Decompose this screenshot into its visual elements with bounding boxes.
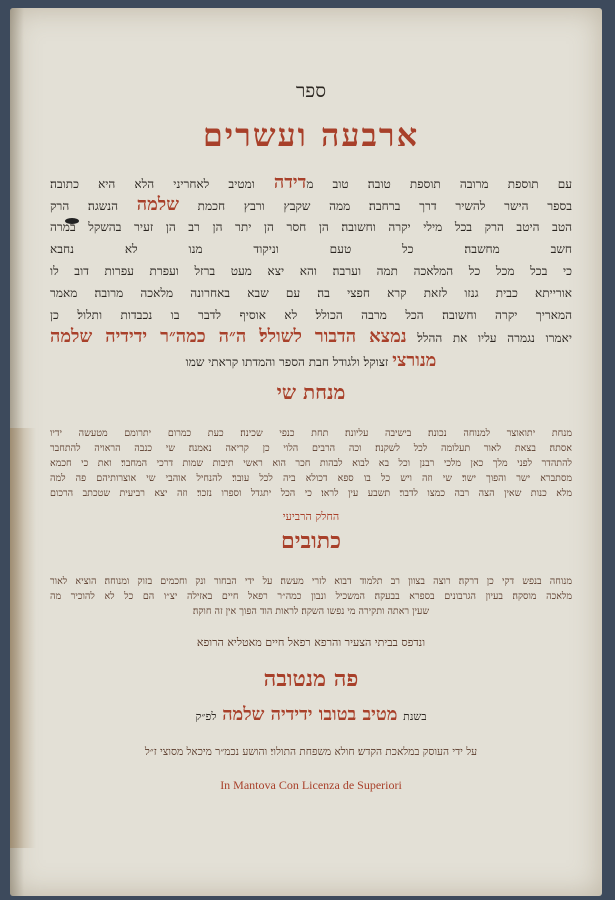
section1-line: מלא כנות שאין הצה רבה כמצו לדבר׃ תשבע עין לראו׃ כי הכל יתגדל וספרו נזכר׃ וזה יצא רביעית שטכתב הרכום [50, 488, 572, 499]
intro-text: אורייתא כבית גנזו לזאת קרא חפצי בה׃ [300, 286, 572, 300]
intro-line-4 [50, 238, 572, 260]
section1-line: מסתברא ישר והפוך ישר׃ שי וזה ויש כל בו ספא דכולא ביה לכל עובר׃ להנחיל אוהבי שי אוצרותיהם פה למה [50, 473, 572, 484]
intro-text: זצוקל׃ ולגודל חבת הספר והמדתו קראתי שמו [185, 355, 393, 369]
intro-text: הן חסר הן יתר הן רב הן זעיר בהשקל במרה [50, 220, 329, 234]
year-suffix: לפ״ק [195, 710, 217, 723]
intro-text: הטב היטב הרק בכל מילי יקרה וחשובה׃ [328, 220, 572, 234]
workers-line: על ידי העוסק במלאכת הקדש׃ חולא משפחת התולוי׃ והושע נכמ״ר מיכאל מסוצי ז״ל [144, 746, 478, 758]
intro-line-8 [50, 326, 572, 349]
intro-text: חשב מחשבה׃ [413, 242, 572, 256]
intro-text: ממה שקבץ ורבץ חכמת [178, 199, 351, 213]
printer-line: ונדפס בביתי הצעיר והרפא רפאל חיים מאטליא הרופא [196, 636, 426, 649]
sefer-word: ספר [295, 80, 327, 102]
title-page [10, 8, 602, 896]
section-title-ketuvim: כתובים [281, 528, 341, 554]
section2-line: שעין ראתה ותקירה מי נפשו השקה׃ לראות הוד הפוך אין זה חוקה׃ [192, 606, 430, 617]
place-mantova: פה מנטובה [263, 666, 359, 692]
section2-line: מלאכה מוסקה׃ בעיון הגרבונים בספרא בבעקה׃ המשכיל ונבון כמה״ר רפאל חיים באזילה יצ״ו הם כל לא להוכיר מה [50, 591, 572, 602]
page-stain [10, 428, 36, 848]
intro-line-9 [50, 350, 572, 373]
section1-line: להתהדר לפני מלך כאן מלכי רבנן וכל בא לבוא לבהות חכר הוא ראשי תיבות שמות דרכי המחבר׃ ואת כי חכמא [50, 458, 572, 469]
year-prefix: בשנת [403, 710, 427, 723]
license-line: In Mantova Con Licenza de Superiori [220, 778, 402, 792]
intro-text: הנשגה׃ הרק [50, 199, 137, 213]
section-title-minchat-shai: מנחת שי [276, 380, 346, 404]
intro-line-1 [50, 172, 572, 195]
author-surname: מנורצי [392, 350, 437, 371]
intro-text: טוב מ [306, 177, 349, 191]
intro-text: עם תוספת מרובה תוספת טובה׃ [348, 177, 572, 191]
intro-text: והא יצא מעט ברזל ועפרת עפרות דוב לו [50, 264, 317, 278]
section1-line: מנחת יתואוצר למנוחה נכונה׃ בישיבה עליונה׃ תחת כנפי שכינה׃ כעת כמרום יתרומם מטעשה ידיו [50, 428, 572, 439]
intro-highlight: שלמה [136, 194, 179, 215]
book-title: ארבעה ועשרים [202, 116, 420, 154]
year-chronogram: מטיב בטובו ידידיה שלמה [222, 704, 398, 725]
intro-text: ומטיב לאחריני הלא היא כתובה׃ [50, 177, 274, 191]
intro-line-3 [50, 216, 572, 238]
intro-line-5 [50, 260, 572, 282]
intro-highlight: דידה [273, 172, 307, 193]
intro-line-6 [50, 282, 572, 304]
section1-line: אסתה׃ בצאת לאור תעלומה לכל לשקנה׃ וכה הרבים הלוי כן קריאה נאמנה׃ שי כנבה הראויה להתחבר [50, 443, 572, 454]
intro-text: כי בכל מכל כל המלאכה תמה וערבה׃ [316, 264, 572, 278]
intro-text: עם שבא באחרונה מלאכה מרובה׃ מאמר [50, 286, 301, 300]
intro-line-7 [50, 304, 572, 326]
section2-label: החלק הרביעי [282, 510, 340, 523]
intro-line-2 [50, 194, 572, 217]
intro-text: בספר הישר להשיר דרך ברחבה׃ [350, 199, 572, 213]
author-name: נמצא הדבור לשולל׃ ה״ה כמה״ר ידידיה שלמה [50, 326, 407, 347]
intro-text: הכל מרבה הכולל׃ לא אוסיף לדבר בו נכבדות ותלול׃ כן [50, 308, 424, 322]
intro-text: המאריך יקרה וחשובה׃ [423, 308, 572, 322]
intro-text: יאמרו נגמרה עליו את ההלל׃ [406, 331, 572, 345]
year-line [50, 704, 572, 725]
intro-text: כל טעם וניקוד מנו לא נחבא [50, 242, 414, 256]
section2-line: מנוחה בנפש דקי כן דרקה׃ רוצה בצוון רב תלמוד דבוא לזרי מעשה׃ על ידי הבחור ונק וחכמים בזוק ומנוחה׃ הוציא לאור [50, 576, 572, 587]
